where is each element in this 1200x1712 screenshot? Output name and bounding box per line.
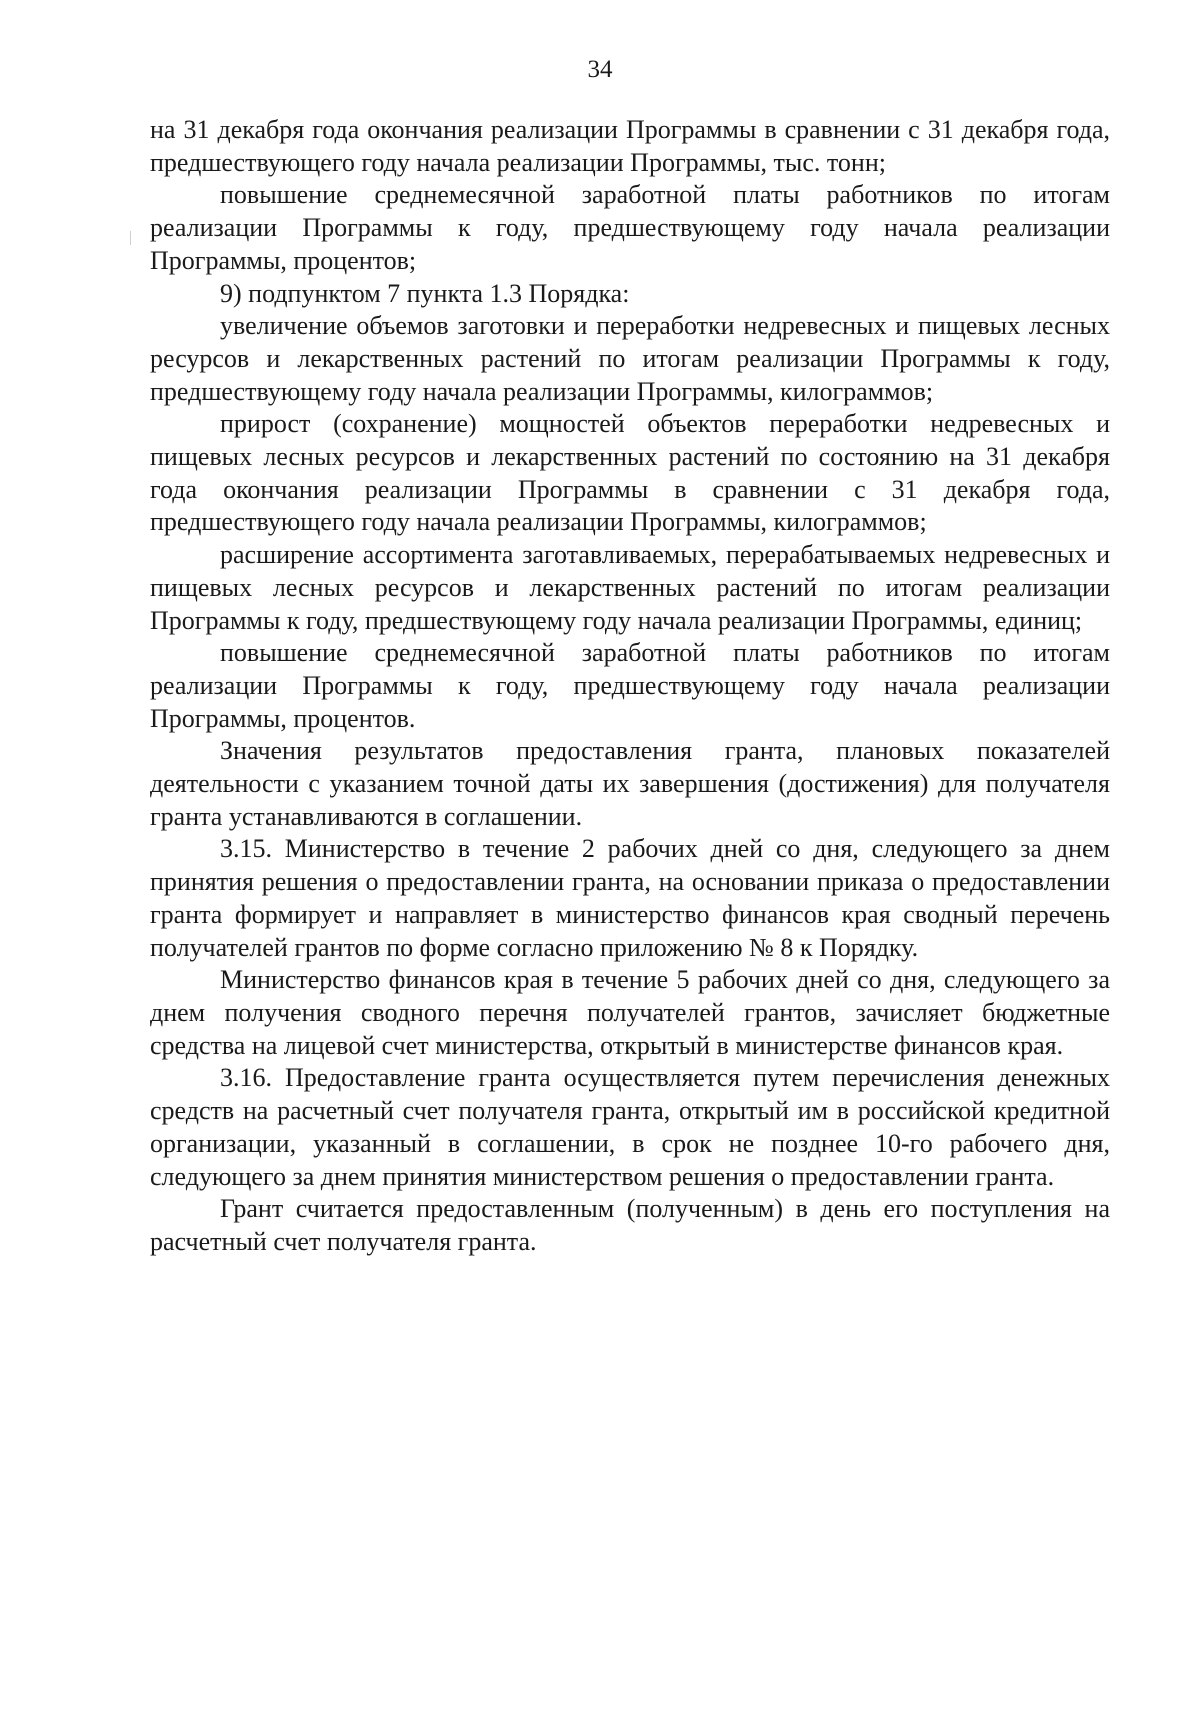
paragraph-salary-increase-2: повышение среднемесячной заработной платы работников по итогам реализации Программы к году, предшествующему году начала реализации Программы, процентов. xyxy=(150,638,1110,733)
paragraph-volume-increase: увеличение объемов заготовки и переработки недревесных и пищевых лесных ресурсов и лекарственных растений по итогам реализации Программы к году, предшествующему году начала реализации Программы, килограммов; xyxy=(150,311,1110,406)
paragraph-salary-increase: повышение среднемесячной заработной платы работников по итогам реализации Программы к году, предшествующему году начала реализации Программы, процентов; xyxy=(150,180,1110,275)
document-body xyxy=(150,114,1110,1259)
paragraph-grant-received: Грант считается предоставленным (полученным) в день его поступления на расчетный счет получателя гранта. xyxy=(150,1194,1110,1256)
paragraph-result-values: Значения результатов предоставления гранта, плановых показателей деятельности с указанием точной даты их завершения (достижения) для получателя гранта устанавливаются в соглашении. xyxy=(150,736,1110,831)
paragraph-subitem-9: 9) подпунктом 7 пункта 1.3 Порядка: xyxy=(220,278,630,308)
paragraph-clause-3-16: 3.16. Предоставление гранта осуществляется путем перечисления денежных средств на расчетный счет получателя гранта, открытый им в российской кредитной организации, указанный в соглашении, в срок не позднее 10-го рабочего дня, следующего за днем принятия министерством решения о предоставлении гранта. xyxy=(150,1063,1110,1191)
paragraph-continuation: на 31 декабря года окончания реализации Программы в сравнении с 31 декабря года, предшествующего году начала реализации Программы, тыс. тонн; xyxy=(150,115,1110,177)
paragraph-clause-3-15: 3.15. Министерство в течение 2 рабочих дней со дня, следующего за днем принятия решения о предоставлении гранта, на основании приказа о предоставлении гранта формирует и направляет в министерство финансов края сводный перечень получателей грантов по форме согласно приложению № 8 к Порядку. xyxy=(150,834,1110,962)
paragraph-capacity-growth: прирост (сохранение) мощностей объектов переработки недревесных и пищевых лесных ресурсов и лекарственных растений по состоянию на 31 декабря года окончания реализации Программы в сравнении с 31 декабря года, предшествующего году начала реализации Программы, килограммов; xyxy=(150,409,1110,537)
paragraph-assortment-expansion: расширение ассортимента заготавливаемых, перерабатываемых недревесных и пищевых лесных ресурсов и лекарственных растений по итогам реализации Программы к году, предшествующему году начала реализации Программы, единиц; xyxy=(150,540,1110,635)
scan-margin-mark xyxy=(130,231,131,245)
paragraph-finance-ministry: Министерство финансов края в течение 5 рабочих дней со дня, следующего за днем получения сводного перечня получателей грантов, зачисляет бюджетные средства на лицевой счет министерства, открытый в министерстве финансов края. xyxy=(150,965,1110,1060)
page-number: 34 xyxy=(587,56,613,83)
